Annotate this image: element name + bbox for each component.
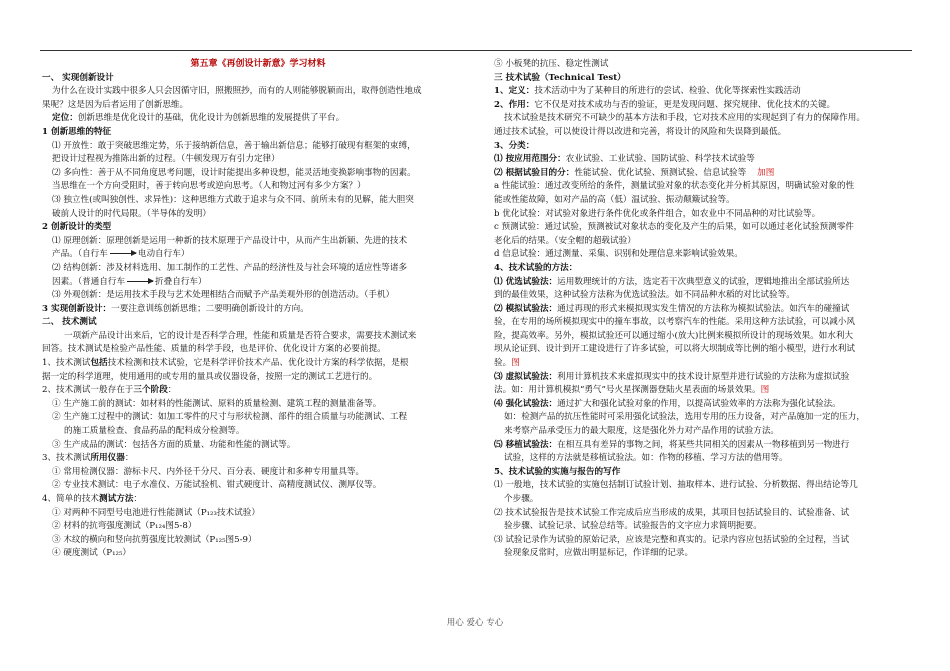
list-item bbox=[494, 167, 914, 181]
list-item: 的施工质量检查、食品药品的配料成分检测等。 bbox=[64, 426, 245, 437]
paragraph: 为什么在设计实践中很多人只会因循守旧，照搬照抄，而有的人则能够脱颖而出，取得创造性地成 bbox=[52, 86, 422, 97]
list-item: ④ 硬度测试（P₁₂₅） bbox=[52, 548, 132, 559]
list-item: 验，在专用的场所模拟现实中的撞车事故，以考察汽车的性能。采用这种方法试验，可以减小风 bbox=[494, 317, 855, 328]
list-item bbox=[494, 371, 914, 385]
text: 在相互具有差异的事物之间，将某些共同相关的因素从一物移植到另一物进行 bbox=[557, 439, 850, 450]
subheading: 3 实现创新设计： bbox=[42, 303, 112, 314]
text: 通过扩大和强化试验对象的作用，以提高试验效率的方法称为强化试验法。 bbox=[557, 398, 841, 409]
list-item: 坝从论证到、设计到开工建设进行了许多试验，可以将大坝制成等比例的缩小模型，进行水利试 bbox=[494, 344, 855, 355]
list-item bbox=[494, 99, 914, 113]
list-item: ⑵ 结构创新：涉及材料选用、加工制作的工艺性、产品的经济性及与社会环境的适应性等诸多 bbox=[52, 262, 408, 273]
list-item bbox=[494, 153, 914, 167]
list-item: ⑤ 小板凳的抗压、稳定性测试 bbox=[494, 59, 609, 69]
example-text: 电动自行车） bbox=[137, 249, 190, 260]
page-footer: 用心 爱心 专心 bbox=[446, 618, 504, 628]
list-item: b 优化试验：对试验对象进行条件优化或条件组合，如农业中不同品种的对比试验等。 bbox=[494, 208, 821, 219]
list-item: ② 材料的抗弯强度测试（P₁₂₄图5-8） bbox=[52, 521, 197, 532]
list-item bbox=[494, 398, 914, 412]
list-item: ① 常用检测仪器：游标卡尺、内外径千分尺、百分表、硬度计和多种专用量具等。 bbox=[52, 466, 365, 477]
text: 它不仅是对技术成功与否的验证，更是发现问题、探究规律、优化技术的关键。 bbox=[534, 99, 836, 110]
list-item: 能或性能故障，如对产品的高（低）温试验、振动颠簸试验等。 bbox=[494, 194, 735, 205]
list-item bbox=[42, 384, 474, 398]
list-item: ③ 生产成品的测试：包括各方面的质量、功能和性能的测试等。 bbox=[52, 439, 296, 450]
section-heading: 二、 技术测试 bbox=[42, 317, 97, 328]
list-item: 试验，这样的方法就是移植试验法。如：作物的移植、学习方法的借用等。 bbox=[504, 453, 788, 464]
example-text: 产品。（自行车 bbox=[52, 249, 108, 260]
example-text: 折叠自行车） bbox=[155, 276, 207, 287]
list-item: a 性能试验：通过改变所给的条件，测量试验对象的状态变化并分析其原因，明确试验对象的性 bbox=[494, 181, 855, 192]
list-item: d 信息试验：通过测量、采集、识别和处理信息来影响试验效果。 bbox=[494, 249, 743, 260]
text: 农业试验、工业试验、国防试验、科学技术试验等 bbox=[565, 154, 755, 165]
figure-mark: 图 bbox=[760, 385, 770, 396]
left-column bbox=[42, 58, 474, 561]
text: 1、技术测试 bbox=[42, 358, 91, 369]
list-item bbox=[494, 276, 914, 290]
list-item: ② 专业技术测试：电子水准仪、万能试验机、钳式硬度计、高精度测试仪、测厚仪等。 bbox=[52, 480, 382, 491]
arrow-icon bbox=[110, 253, 136, 254]
list-item bbox=[494, 384, 914, 398]
subheading: 2 创新设计的类型 bbox=[42, 222, 112, 233]
list-item bbox=[42, 276, 474, 290]
list-item: 验步骤、试验记录、试验总结等。试验报告的文字应力求简明扼要。 bbox=[504, 521, 762, 532]
list-item bbox=[42, 452, 474, 466]
text: 法。如：用计算机模拟“勇气”号火星探测器登陆火星表面的场景效果。 bbox=[494, 385, 761, 396]
list-item: 把设计过程视为推陈出新的过程。（牛顿发现万有引力定律） bbox=[52, 154, 280, 165]
section-heading: 三 技术试验（Technical Test） bbox=[494, 72, 626, 83]
header-rule bbox=[40, 50, 912, 51]
list-item: 破前人设计的时代局限。（半导体的发明） bbox=[52, 208, 211, 219]
text: 3、技术测试 bbox=[42, 453, 91, 464]
definition-text: 创新思维是优化设计的基础，优化设计为创新思维的发展提供了平台。 bbox=[77, 113, 345, 124]
label: ⑷ 强化试验法： bbox=[494, 398, 558, 409]
definition-label: 定位： bbox=[52, 113, 78, 124]
list-item: ③ 木纹的横向和竖向抗剪强度比较测试（P₁₂₅图5-9） bbox=[52, 534, 257, 545]
list-item: ① 对两种不同型号电池进行性能测试（P₁₂₃技术试验） bbox=[52, 507, 260, 518]
bold-text: 包括 bbox=[90, 358, 108, 369]
example-text: 因素。（普通自行车 bbox=[52, 276, 126, 287]
section-heading: 一、 实现创新设计 bbox=[42, 72, 114, 83]
list-item bbox=[494, 303, 914, 317]
list-item: 老化后的结果。（安全帽的超载试验） bbox=[494, 235, 636, 246]
text: ： bbox=[167, 385, 177, 396]
list-item bbox=[494, 357, 914, 371]
text: 4、简单的技术 bbox=[42, 494, 100, 504]
list-item: 据一定的科学道理，使用通用的或专用的量具或仪器设备，按照一定的测试工艺进行的。 bbox=[42, 371, 378, 382]
label: 2、作用： bbox=[494, 99, 535, 110]
subheading: 1 创新思维的特征 bbox=[42, 126, 112, 137]
arrow-icon bbox=[127, 281, 153, 282]
figure-mark: 图 bbox=[511, 358, 520, 369]
bold-text: 三个阶段 bbox=[133, 385, 168, 396]
list-item: ⑴ 一般地，技术试验的实施包括制订试验计划、抽取样本、进行试验、分析数据、得出结论等几 bbox=[494, 480, 858, 491]
list-item: 验现象反常时，应做出明显标记，作详细的记录。 bbox=[504, 548, 694, 559]
subheading: 3、分类： bbox=[494, 140, 535, 151]
list-item bbox=[42, 248, 474, 262]
list-item: 到的最佳效果，这种试验方法称为优选试验法。如不同品种水稻的对比试验等。 bbox=[494, 290, 795, 301]
paragraph: 通过技术试验，可以使设计得以改进和完善，将设计的风险和失误降到最低。 bbox=[494, 126, 787, 137]
text: 技术活动中为了某种目的所进行的尝试、检验、优化等探索性实践活动 bbox=[534, 86, 801, 97]
label: 1、定义： bbox=[494, 86, 535, 97]
text: 验。 bbox=[494, 358, 512, 369]
paragraph: 回答。技术测试是检验产品性能、质量的科学手段，也是评价、优化设计方案的必要前提。 bbox=[42, 344, 386, 355]
label: ⑴ 按应用范围分： bbox=[494, 154, 566, 165]
subheading-text: 一要注意训练创新思维；二要明确创新设计的方向。 bbox=[111, 303, 309, 314]
list-item: ⑶ 独立性(或叫独创性、求异性)：这种思维方式敢于追求与众不同、前所未有的见解，能大胆突 bbox=[52, 194, 414, 205]
list-item: ⑶ 试验记录作为试验的原始记录，应该是完整和真实的。记录内容应包括试验的全过程，当试 bbox=[494, 534, 850, 545]
list-item bbox=[494, 85, 914, 99]
list-item: 险，提高效率。另外，模拟试验还可以通过缩小(放大)比例来模拟所设计的现场效果。如水利大 bbox=[494, 330, 854, 341]
paragraph: 果呢？这是因为后者运用了创新思维。 bbox=[42, 99, 189, 110]
text: ： bbox=[124, 453, 134, 464]
label: ⑴ 优选试验法： bbox=[494, 276, 558, 287]
text: ： bbox=[133, 494, 143, 504]
text: 利用计算机技术来虚拟现实中的技术设计原型并进行试验的方法称为虚拟试验 bbox=[557, 371, 850, 382]
list-item bbox=[42, 493, 474, 507]
list-item: ⑴ 原理创新：原理创新是运用一种新的技术原理于产品设计中，从而产生出新颖、先进的技术 bbox=[52, 235, 408, 246]
label: ⑵ 模拟试验法： bbox=[494, 303, 558, 314]
list-item: 个步骤。 bbox=[504, 494, 539, 504]
list-item: 来考察产品承受压力的最大限度，这是强化外力对产品作用的试验方法。 bbox=[504, 426, 780, 437]
list-item: 如：检测产品的抗压性能时可采用强化试验法，选用专用的压力设备，对产品施加一定的压力， bbox=[504, 412, 865, 423]
label: ⑸ 移植试验法： bbox=[494, 439, 558, 450]
list-item: ⑵ 技术试验报告是技术试验工作完成后应当形成的成果，其项目包括试验目的、试验准备、试 bbox=[494, 507, 850, 518]
list-item bbox=[494, 439, 914, 453]
text: 运用数理统计的方法，选定若干次典型意义的试验，逻辑地推出全部试验所达 bbox=[557, 276, 850, 287]
list-item: ⑶ 外观创新：是运用技术手段与艺术处理相结合而赋予产品美观外形的创造活动。（手机） bbox=[52, 290, 395, 301]
list-item: ⑴ 开放性：敢于突破思维定势，乐于接纳新信息，善于输出新信息；能够打破现有框架的束缚， bbox=[52, 140, 416, 151]
subheading: 4、技术试验的方法： bbox=[494, 262, 578, 273]
text: 技术检测和技术试验，它是科学评价技术产品、优化设计方案的科学依据，是根 bbox=[107, 358, 409, 369]
paragraph: 技术试验是技术研究不可缺少的基本方法和手段，它对技术应用的实现起到了有力的保障作用。 bbox=[504, 113, 865, 124]
list-item: ① 生产施工前的测试：如材料的性能测试、原料的质量检测、建筑工程的测量准备等。 bbox=[52, 398, 382, 409]
subheading-line bbox=[42, 303, 474, 317]
paragraph: 一项新产品设计出来后，它的设计是否科学合理，性能和质量是否符合要求，需要技术测试来 bbox=[64, 330, 417, 341]
text: 通过再现的形式来模拟现实发生情况的方法称为模拟试验法。如汽车的碰撞试 bbox=[557, 303, 850, 314]
right-column bbox=[494, 58, 914, 561]
text: 2、技术测试一般存在于 bbox=[42, 385, 134, 396]
bold-text: 测试方法 bbox=[99, 494, 134, 504]
list-item: c 预测试验：通过试验，预测被试对象状态的变化及产生的后果，如可以通过老化试验预测零件 bbox=[494, 222, 854, 233]
list-item: 当思维在一个方向受阻时，善于转向思考或逆向思考。（人和物过河有多少方案？） bbox=[52, 181, 366, 192]
figure-mark: 加图 bbox=[757, 167, 775, 178]
list-item: ⑵ 多向性：善于从不同角度思考问题，设计时能提出多种设想，能灵活地变换影响事物的因素。 bbox=[52, 167, 416, 178]
list-item bbox=[42, 357, 474, 371]
subheading: 5、技术试验的实施与报告的写作 bbox=[494, 466, 621, 477]
label: ⑵ 根据试验目的分： bbox=[494, 167, 575, 178]
definition-line bbox=[42, 112, 474, 126]
text: 性能试验、优化试验、预测试验、信息试验等 bbox=[574, 167, 747, 178]
label: ⑶ 虚拟试验法： bbox=[494, 371, 558, 382]
document-title: 第五章《再创设计新意》学习材料 bbox=[190, 59, 326, 69]
list-item: ② 生产施工过程中的测试：如加工零件的尺寸与形状检测、部件的组合质量与功能测试、工程 bbox=[52, 412, 408, 423]
bold-text: 所用仪器 bbox=[90, 453, 125, 464]
